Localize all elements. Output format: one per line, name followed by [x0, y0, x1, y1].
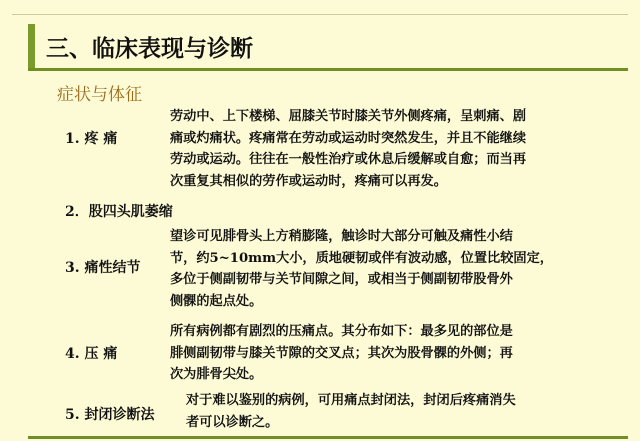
text-line: 次为腓骨尖处。 [170, 367, 263, 382]
item-label-atrophy: 2．股四头肌萎缩 [65, 204, 173, 220]
text-line: 节，约5~10mm大小，质地硬韧或伴有波动感，位置比较固定， [170, 250, 553, 266]
text-line: 对于难以鉴别的病例，可用痛点封闭法，封闭后疼痛消失 [186, 393, 516, 408]
item-text-nodule [170, 226, 610, 312]
item-text-block-diagnosis [186, 390, 626, 433]
item-label-block-diagnosis: 5. 封闭诊断法 [65, 407, 155, 423]
text-line: 痛或灼痛状。疼痛常在劳动或运动时突然发生，并且不能继续 [170, 130, 527, 146]
title-accent-bar [28, 24, 35, 70]
item-label-tenderness: 4. 压 痛 [65, 346, 118, 362]
text-line: 者可以诊断之。 [186, 414, 279, 430]
text-line: 望诊可见腓骨头上方稍膨隆，触诊时大部分可触及痛性小结 [170, 229, 513, 244]
text-line: 所有病例都有剧烈的压痛点。其分布如下：最多见的部位是 [170, 324, 513, 339]
item-label-nodule: 3. 痛性结节 [65, 260, 141, 276]
item-text-pain [170, 106, 610, 192]
text-line: 多位于侧副韧带与关节间隙之间，或相当于侧副韧带股骨外 [170, 272, 513, 287]
text-line: 腓侧副韧带与膝关节隙的交叉点；其次为股骨髁的外侧；再 [170, 345, 513, 361]
text-line: 劳动或运动。往往在一般性治疗或休息后缓解或自愈；而当再 [170, 152, 527, 167]
top-rule [12, 14, 628, 15]
text-line: 次重复其相似的劳作或运动时，疼痛可以再发。 [170, 173, 447, 189]
item-label-pain: 1. 疼 痛 [65, 131, 118, 147]
item-text-tenderness [170, 321, 610, 386]
text-line: 劳动中、上下楼梯、屈膝关节时膝关节外侧疼痛，呈刺痛、剧 [170, 109, 527, 124]
text-line: 侧髁的起点处。 [170, 293, 263, 309]
slide-title: 三、临床表现与诊断 [46, 36, 253, 62]
bottom-divider [28, 436, 628, 439]
title-divider [28, 68, 628, 71]
section-subtitle: 症状与体征 [57, 85, 142, 105]
